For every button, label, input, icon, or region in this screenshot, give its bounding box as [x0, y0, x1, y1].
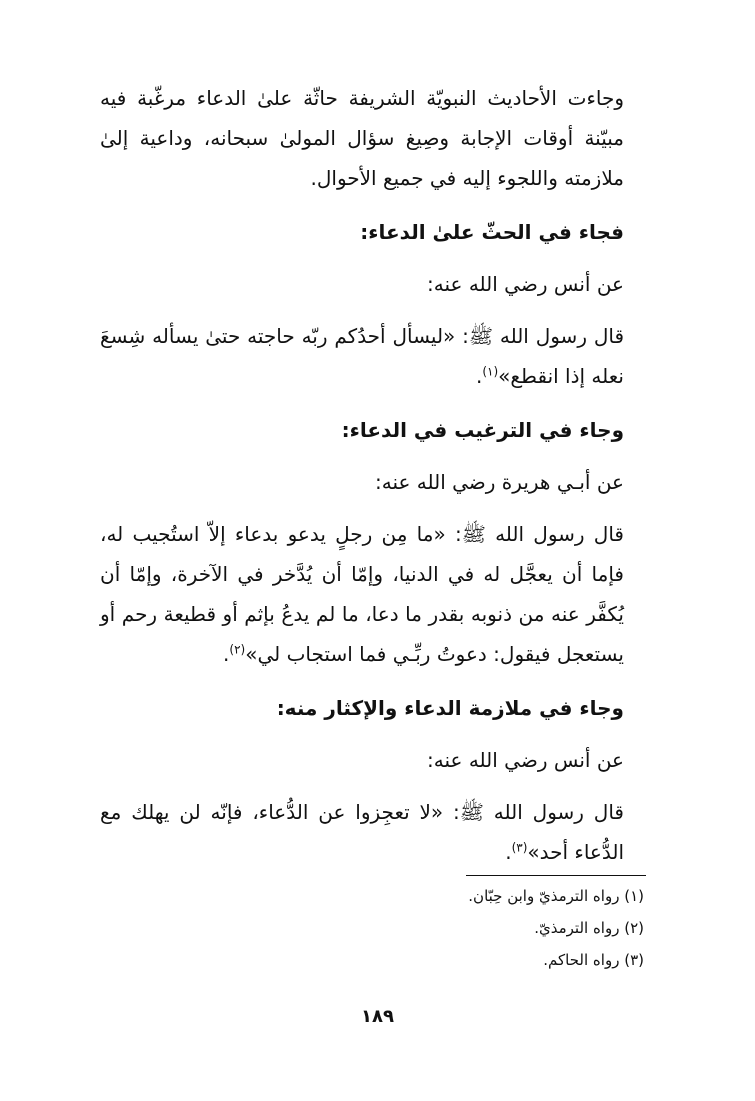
footnote-item: (٣) رواه الحاكم. [543, 951, 644, 969]
hadith-paragraph [100, 514, 648, 674]
footnote-ref: (٣) [511, 840, 528, 855]
section-urging [100, 212, 648, 396]
footnotes [300, 880, 646, 976]
section-heading: وجاء في ملازمة الدعاء والإكثار منه: [276, 696, 624, 720]
footnote-divider [466, 875, 646, 876]
narrator-line: عن أنس رضي الله عنه: [427, 272, 624, 296]
footnote-item: (٢) رواه الترمذيّ. [534, 919, 644, 937]
hadith-paragraph [100, 792, 648, 872]
page-number: ١٨٩ [361, 1006, 394, 1027]
page-body [100, 78, 648, 886]
narrator-line: عن أبـي هريرة رضي الله عنه: [375, 470, 624, 494]
hadith-end: . [223, 642, 230, 666]
hadith-end: . [475, 364, 483, 388]
section-encouragement [100, 410, 648, 674]
intro-paragraph: وجاءت الأحاديث النبويّة الشريفة حاثّة علىٰ الدعاء مرغّبة فيه مبيّنة أوقات الإجابة وصِيغ سؤال المولىٰ سبحانه، وداعية إلىٰ ملازمته واللجوء إليه في جميع الأحوال. [100, 86, 624, 190]
hadith-paragraph [100, 316, 648, 396]
hadith-text: قال رسول الله ﷺ: «لا تعجِزوا عن الدُّعاء، فإنّه لن يهلك مع الدُّعاء أحد» [100, 800, 624, 864]
section-heading: وجاء في الترغيب في الدعاء: [341, 418, 624, 442]
footnote-ref: (١) [482, 364, 499, 379]
narrator-line: عن أنس رضي الله عنه: [427, 748, 624, 772]
section-persistence [100, 688, 648, 872]
hadith-text: قال رسول الله ﷺ: «ما مِن رجلٍ يدعو بدعاء إلاّ استُجيب له، فإما أن يعجَّل له في الدنيا، وإمّا أن يُدَّخر في الآخرة، وإمّا أن يُكفَّر عنه من ذنوبه بقدر ما دعا، ما لم يدعُ بإثم أو قطيعة رحم أو يستعجل فيقول: دعوتُ ربِّـي فما استجاب لي» [100, 522, 624, 666]
footnote-item: (١) رواه الترمذيّ وابن حِبّان. [468, 887, 644, 905]
section-heading: فجاء في الحثّ علىٰ الدعاء: [360, 220, 624, 244]
footnote-ref: (٢) [229, 642, 246, 657]
hadith-text: قال رسول الله ﷺ: «ليسأل أحدُكم ربّه حاجته حتىٰ يسأله شِسعَ نعله إذا انقطع» [100, 324, 624, 388]
hadith-end: . [505, 840, 512, 864]
